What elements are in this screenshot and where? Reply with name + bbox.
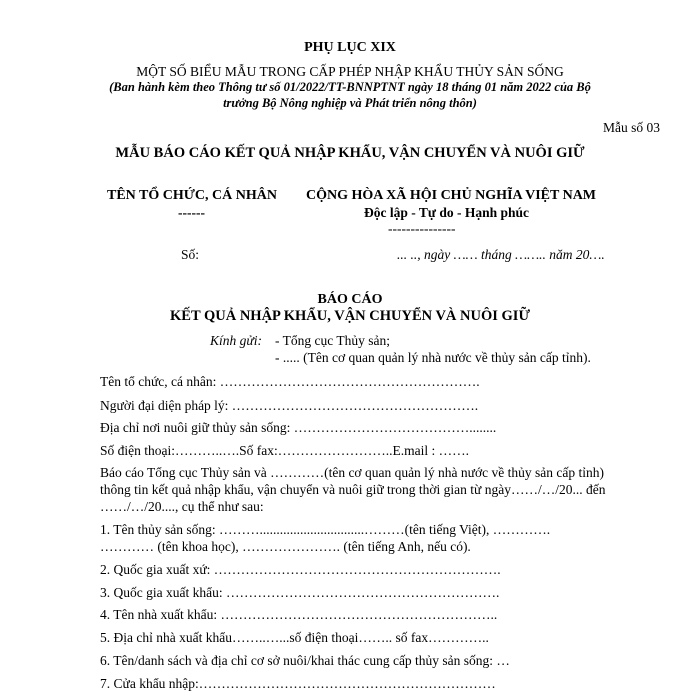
item-1-line-1: 1. Tên thủy sản sống: ………...............................………(tên tiếng Việt), ………….	[100, 522, 551, 537]
field-org-name: Tên tổ chức, cá nhân: ………………………………………………….	[100, 374, 480, 389]
form-title: MẪU BÁO CÁO KẾT QUẢ NHẬP KHẨU, VẬN CHUYỂN VÀ NUÔI GIỮ	[115, 145, 585, 161]
field-address: Địa chỉ nơi nuôi giữ thủy sản sống: …………………………………........	[100, 420, 497, 435]
issuance-note-line1: (Ban hành kèm theo Thông tư số 01/2022/TT-BNNPTNT ngày 18 tháng 01 năm 2022 của Bộ	[109, 80, 591, 94]
item-6: 6. Tên/danh sách và địa chỉ cơ sở nuôi/khai thác cung cấp thủy sản sống: …	[100, 653, 510, 668]
paragraph-line-3: ……/…/20...., cụ thể như sau:	[100, 499, 264, 514]
form-number: Mẫu số 03	[603, 120, 660, 135]
item-2: 2. Quốc gia xuất xứ: ……………………………………………………….	[100, 562, 501, 577]
item-1-line-2: ………… (tên khoa học), …………………. (tên tiếng Anh, nếu có).	[100, 539, 471, 554]
recipient-label: Kính gửi:	[210, 333, 262, 348]
motto: Độc lập - Tự do - Hạnh phúc	[364, 205, 530, 220]
report-subtitle: KẾT QUẢ NHẬP KHẨU, VẬN CHUYỂN VÀ NUÔI GIỮ	[170, 308, 530, 324]
field-legal-rep: Người đại diện pháp lý: ……………………………………………….	[100, 398, 479, 413]
date-line: ... .., ngày …… tháng …….. năm 20….	[397, 247, 605, 262]
recipient-2: - ..... (Tên cơ quan quản lý nhà nước về thủy sản cấp tỉnh).	[275, 350, 591, 365]
paragraph-line-2: thông tin kết quả nhập khẩu, vận chuyển và nuôi giữ trong thời gian từ ngày……/…/20... đến	[100, 482, 606, 497]
item-3: 3. Quốc gia xuất khẩu: …………………………………………………….	[100, 585, 500, 600]
appendix-subtitle: MỘT SỐ BIỂU MẪU TRONG CẤP PHÉP NHẬP KHẨU THỦY SẢN SỐNG	[136, 64, 564, 79]
recipient-1: - Tổng cục Thủy sản;	[275, 333, 390, 348]
org-name-heading: TÊN TỔ CHỨC, CÁ NHÂN	[107, 188, 277, 203]
appendix-title: PHỤ LỤC XIX	[304, 40, 396, 55]
item-4: 4. Tên nhà xuất khẩu: ……………………………………………………..	[100, 607, 498, 622]
report-title: BÁO CÁO	[317, 292, 383, 307]
issuance-note-line2: trưởng Bộ Nông nghiệp và Phát triển nông thôn)	[223, 96, 477, 110]
nation-heading: CỘNG HÒA XÃ HỘI CHỦ NGHĨA VIỆT NAM	[306, 188, 597, 203]
document-number-label: Số:	[181, 247, 200, 262]
item-7: 7. Cửa khẩu nhập:…………………………………………………………	[100, 676, 496, 691]
paragraph-line-1: Báo cáo Tổng cục Thủy sản và …………(tên cơ quan quản lý nhà nước về thủy sản cấp tỉnh)	[100, 465, 604, 480]
motto-dashes: ---------------	[388, 221, 456, 236]
field-contact: Số điện thoại:………..….Số fax:……………………..E.mail : …….	[100, 443, 469, 458]
item-5: 5. Địa chỉ nhà xuất khẩu……..…...số điện thoại…….. số fax…………..	[100, 630, 489, 645]
org-dashes: ------	[178, 205, 205, 220]
